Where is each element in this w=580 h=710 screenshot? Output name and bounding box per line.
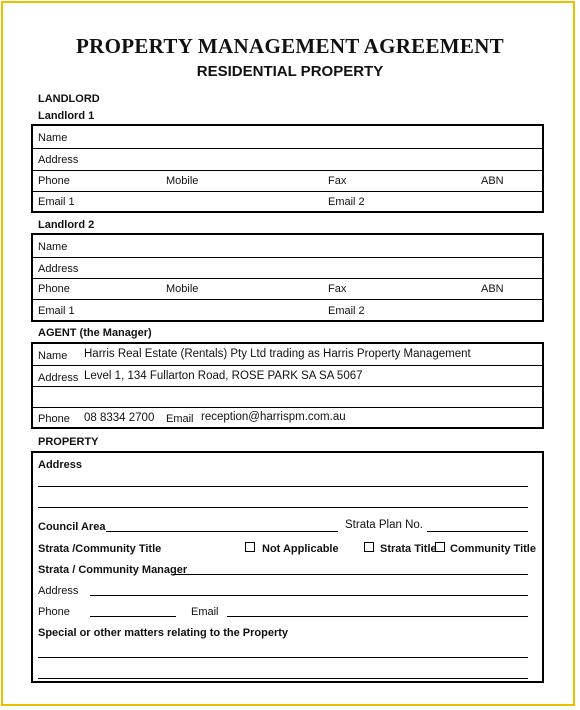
strata-plan-label: Strata Plan No. bbox=[345, 519, 423, 531]
agent-phone-label: Phone bbox=[38, 413, 70, 425]
council-area-label: Council Area bbox=[38, 521, 106, 533]
manager-phone-label: Phone bbox=[38, 606, 70, 618]
property-address-line-1[interactable] bbox=[38, 486, 528, 487]
manager-address-label: Address bbox=[38, 585, 79, 597]
mobile-label: Mobile bbox=[166, 175, 199, 187]
landlord2-contact-row[interactable] bbox=[33, 278, 542, 300]
strata-manager-field[interactable] bbox=[173, 574, 528, 575]
address-label: Address bbox=[38, 154, 79, 166]
strata-title-checkbox[interactable] bbox=[364, 542, 374, 552]
landlord1-contact-row[interactable] bbox=[33, 170, 542, 192]
manager-email-field[interactable] bbox=[227, 616, 528, 617]
property-address-label: Address bbox=[38, 459, 83, 471]
special-matters-line-1[interactable] bbox=[38, 657, 528, 658]
agent-phone-value: 08 8334 2700 bbox=[84, 412, 155, 424]
email1-label: Email 1 bbox=[38, 196, 75, 208]
property-address-line-2[interactable] bbox=[38, 507, 528, 508]
property-box bbox=[31, 451, 544, 683]
agent-address-label: Address bbox=[38, 372, 79, 384]
agent-email-value: reception@harrispm.com.au bbox=[201, 411, 346, 423]
agent-email-label: Email bbox=[166, 413, 194, 425]
agent-address-row[interactable] bbox=[33, 365, 542, 387]
landlord1-box bbox=[31, 124, 544, 213]
fax-label: Fax bbox=[328, 175, 347, 187]
landlord1-name-row[interactable] bbox=[33, 126, 542, 149]
agent-section-label: AGENT (the Manager) bbox=[38, 327, 152, 339]
council-area-field[interactable] bbox=[106, 531, 338, 532]
agent-contact-row[interactable] bbox=[33, 407, 542, 427]
landlord2-address-row[interactable] bbox=[33, 257, 542, 279]
document-title: PROPERTY MANAGEMENT AGREEMENT bbox=[76, 34, 504, 58]
landlord2-name-row[interactable] bbox=[33, 235, 542, 258]
strata-plan-field[interactable] bbox=[427, 531, 528, 532]
mobile-label: Mobile bbox=[166, 283, 199, 295]
manager-address-field[interactable] bbox=[90, 595, 528, 596]
community-title-checkbox[interactable] bbox=[435, 542, 445, 552]
phone-label: Phone bbox=[38, 175, 70, 187]
agent-name-label: Name bbox=[38, 350, 68, 362]
abn-label: ABN bbox=[481, 283, 504, 295]
landlord2-box bbox=[31, 233, 544, 322]
agent-address-row-2[interactable] bbox=[33, 386, 542, 408]
agent-address-value: Level 1, 134 Fullarton Road, ROSE PARK SA SA 5067 bbox=[84, 370, 363, 382]
email2-label: Email 2 bbox=[328, 305, 365, 317]
agent-name-value: Harris Real Estate (Rentals) Pty Ltd trading as Harris Property Management bbox=[84, 348, 471, 360]
manager-phone-field[interactable] bbox=[90, 616, 176, 617]
landlord-section-label: LANDLORD bbox=[38, 93, 100, 105]
agent-box bbox=[31, 342, 544, 429]
property-section-label: PROPERTY bbox=[38, 436, 99, 448]
landlord1-email-row[interactable] bbox=[33, 191, 542, 211]
manager-email-label: Email bbox=[191, 606, 219, 618]
email2-label: Email 2 bbox=[328, 196, 365, 208]
agent-name-row[interactable] bbox=[33, 344, 542, 366]
document-subtitle: RESIDENTIAL PROPERTY bbox=[196, 63, 384, 80]
strata-title-option-label: Strata Title bbox=[380, 543, 437, 555]
phone-label: Phone bbox=[38, 283, 70, 295]
email1-label: Email 1 bbox=[38, 305, 75, 317]
landlord1-address-row[interactable] bbox=[33, 148, 542, 171]
strata-title-label: Strata /Community Title bbox=[38, 543, 162, 555]
name-label: Name bbox=[38, 132, 68, 144]
landlord1-label: Landlord 1 bbox=[38, 110, 95, 122]
landlord2-email-row[interactable] bbox=[33, 299, 542, 320]
special-matters-label: Special or other matters relating to the Property bbox=[38, 627, 289, 639]
landlord2-label: Landlord 2 bbox=[38, 219, 95, 231]
address-label: Address bbox=[38, 263, 79, 275]
special-matters-line-2[interactable] bbox=[38, 678, 528, 679]
community-title-option-label: Community Title bbox=[450, 543, 536, 555]
abn-label: ABN bbox=[481, 175, 504, 187]
name-label: Name bbox=[38, 241, 68, 253]
not-applicable-checkbox[interactable] bbox=[245, 542, 255, 552]
not-applicable-label: Not Applicable bbox=[262, 543, 339, 555]
strata-manager-label: Strata / Community Manager bbox=[38, 564, 188, 576]
fax-label: Fax bbox=[328, 283, 347, 295]
